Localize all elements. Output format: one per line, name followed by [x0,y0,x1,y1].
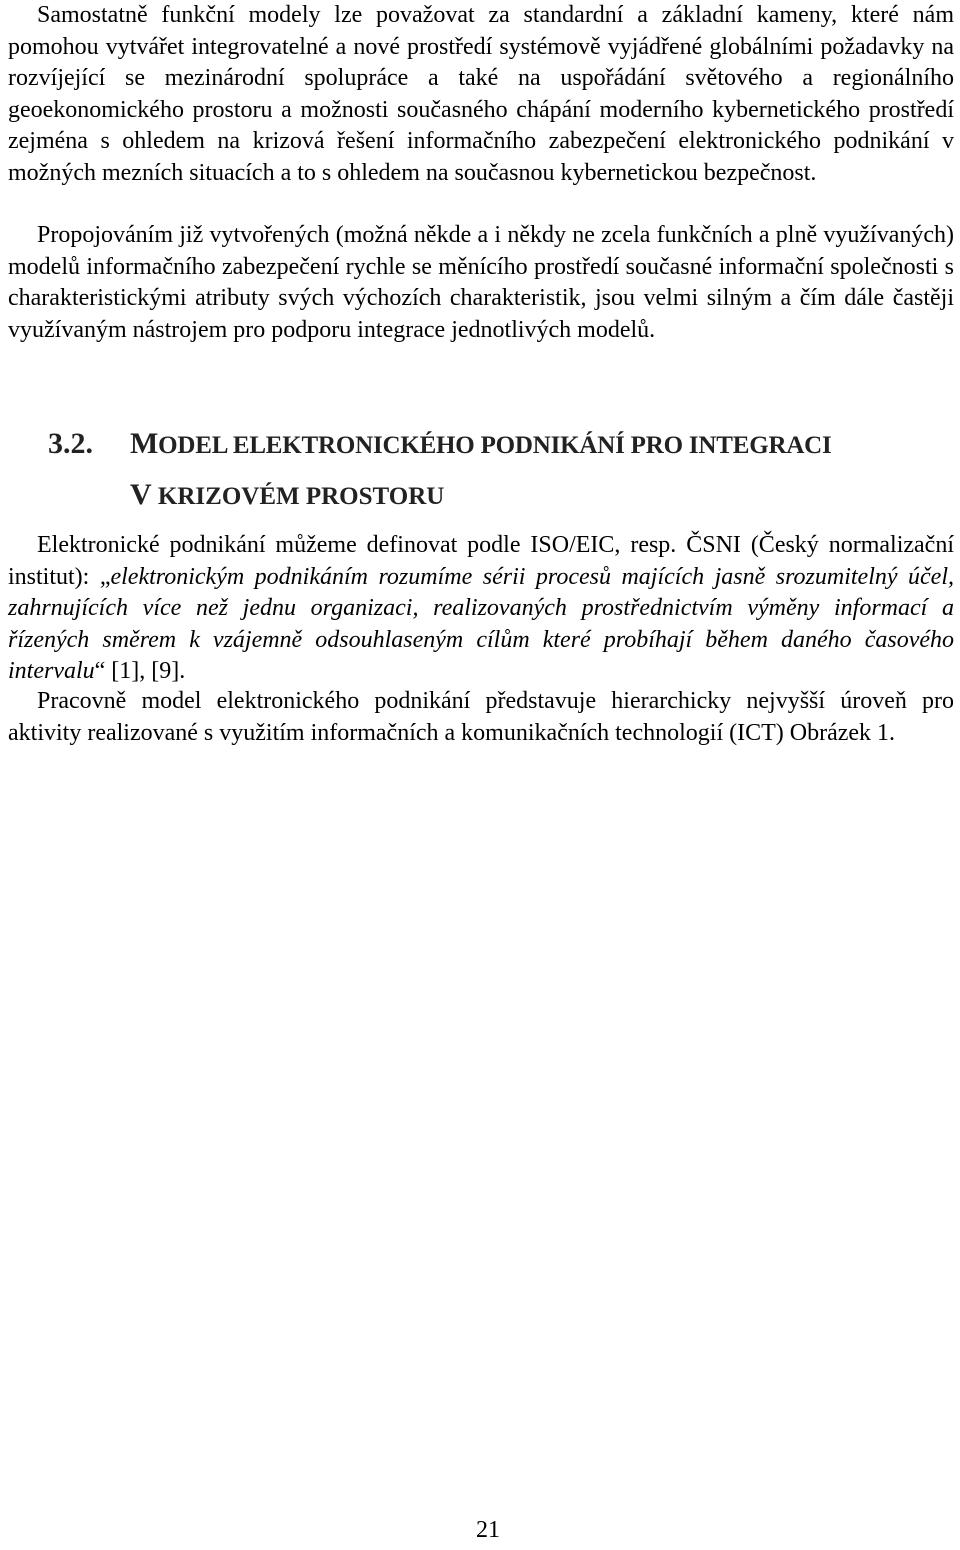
document-page [8,0,954,1550]
definition-lead: Elektronické podnikání můžeme definovat podle ISO/EIC, resp. ČSNI (Český normalizační institut): „ [8,532,954,590]
paragraph-standalone-models: Samostatně funkční modely lze považovat za standardní a základní kameny, které nám pomohou vytvářet integrovatelné a nové prostředí systémově vyjádřené globálními požadavky na rozvíjející se mezinárodní spolupráce a také na uspořádání světového a regionálního geoekonomického prostoru a možnosti současného chápání moderního kybernetického prostředí zejména s ohledem na krizová řešení informačního zabezpečení elektronického podnikání v možných mezních situacích a to s ohledem na současnou kybernetickou bezpečnost. [8,2,954,186]
definition-quote: elektronickým podnikáním rozumíme sérii procesů majících jasně srozumitelný účel, zahrnujících více než jednu organizaci, realizovaných prostřednictvím výměny informací a řízených směrem k vzájemně odsouhlaseným cílům které probíhají během daného časového intervalu [8,563,954,684]
section-number: 3.2. [48,427,93,460]
section-title-line-1-initial: M [130,427,159,460]
paragraph-model-interconnection: Propojováním již vytvořených (možná někde a i někdy ne zcela funkčních a plně využívaných) modelů informačního zabezpečení rychle se měnícího prostředí současné informační společnosti s charakteristickými atributy svých výchozích charakteristik, jsou velmi silným a čím dále častěji využívaným nástrojem pro podporu integrace jednotlivých modelů. [8,222,954,343]
paragraph-definition [8,530,954,688]
section-title-line-1-rest: ODEL ELEKTRONICKÉHO PODNIKÁNÍ PRO INTEGRACI [158,432,832,459]
page-number: 21 [476,1517,500,1543]
section-title-line-2-initial: V [130,478,152,511]
definition-citation: “ [1], [9]. [94,658,186,684]
section-title-line-2-rest: KRIZOVÉM PROSTORU [151,483,445,510]
section-title-line-1 [130,426,832,464]
paragraph-working-model: Pracovně model elektronického podnikání představuje hierarchicky nejvyšší úroveň pro aktivity realizované s využitím informačních a komunikačních technologií (ICT) Obrázek 1. [8,688,954,746]
section-title-line-2 [130,477,444,515]
